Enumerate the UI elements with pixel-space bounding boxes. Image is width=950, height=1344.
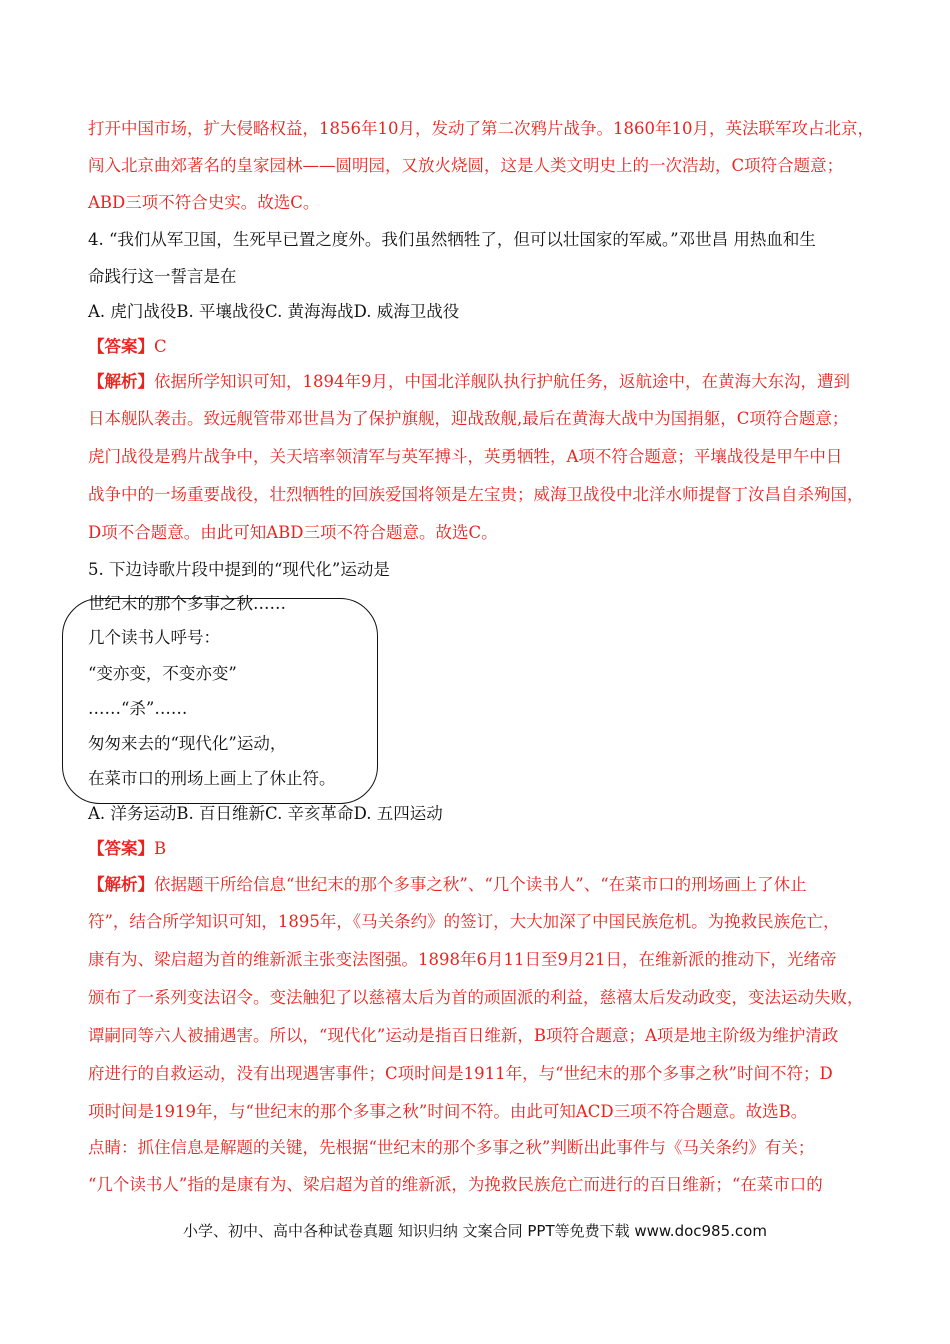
q5-tip-line: 点睛：抓住信息是解题的关键，先根据“世纪末的那个多事之秋”判断出此事件与《马关条约》有关； bbox=[88, 1138, 815, 1157]
q5-analysis-line: 府进行的自救运动，没有出现遇害事件；C项时间是1911年，与“世纪末的那个多事之秋”时间不符；D bbox=[88, 1064, 833, 1083]
q4-stem-line: 命践行这一誓言是在 bbox=[88, 267, 237, 286]
prev-analysis-line: 闯入北京曲郊著名的皇家园林——圆明园，又放火烧圆，这是人类文明史上的一次浩劫，C项符合题意； bbox=[88, 156, 844, 175]
q5-analysis-line bbox=[88, 874, 807, 896]
q5-option-c: C. 辛亥革命 bbox=[265, 804, 354, 823]
poem-line: 几个读书人呼号： bbox=[88, 628, 220, 647]
q4-options bbox=[88, 301, 459, 323]
analysis-tag: 【解析】 bbox=[88, 372, 154, 391]
q4-option-d: D. 威海卫战役 bbox=[353, 302, 460, 321]
poem-line: “变亦变，不变亦变” bbox=[88, 664, 237, 683]
analysis-tag: 【解析】 bbox=[88, 875, 154, 894]
q4-option-b: B. 平壤战役 bbox=[176, 302, 266, 321]
q5-analysis-line: 符”，结合所学知识可知，1895年，《马关条约》的签订，大大加深了中国民族危机。为挽救民族危亡， bbox=[88, 912, 840, 931]
prev-analysis-line: ABD三项不符合史实。故选C。 bbox=[88, 193, 320, 212]
answer-value: C bbox=[154, 337, 167, 356]
analysis-text: 依据所学知识可知，1894年9月，中国北洋舰队执行护航任务，返航途中，在黄海大东沟，遭到 bbox=[154, 372, 850, 391]
q4-answer bbox=[88, 336, 167, 358]
q4-analysis-line: 战争中的一场重要战役，壮烈牺牲的回族爱国将领是左宝贵；威海卫战役中北洋水师提督丁汝昌自杀殉国， bbox=[88, 485, 864, 504]
q5-options bbox=[88, 803, 443, 825]
prev-analysis-line: 打开中国市场，扩大侵略权益，1856年10月，发动了第二次鸦片战争。1860年10月，英法联军攻占北京， bbox=[88, 119, 874, 138]
q4-analysis-line: 虎门战役是鸦片战争中，关天培率领清军与英军搏斗，英勇牺牲，A项不符合题意；平壤战役是甲午中日 bbox=[88, 447, 843, 466]
q4-stem-line: 4. “我们从军卫国，生死早已置之度外。我们虽然牺牲了，但可以壮国家的军威。”邓世昌 用热血和生 bbox=[88, 230, 816, 249]
q4-analysis-line: D项不合题意。由此可知ABD三项不符合题意。故选C。 bbox=[88, 523, 498, 542]
q5-analysis-line: 康有为、梁启超为首的维新派主张变法图强。1898年6月11日至9月21日，在维新派的推动下，光绪帝 bbox=[88, 950, 837, 969]
q5-tip-line: “几个读书人”指的是康有为、梁启超为首的维新派，为挽救民族危亡而进行的百日维新；“在菜市口的 bbox=[88, 1175, 823, 1194]
poem-line: 匆匆来去的“现代化”运动， bbox=[88, 734, 287, 753]
answer-tag: 【答案】 bbox=[88, 337, 154, 356]
answer-tag: 【答案】 bbox=[88, 839, 154, 858]
q5-option-b: B. 百日维新 bbox=[176, 804, 266, 823]
q5-analysis-line: 项时间是1919年，与“世纪末的那个多事之秋”时间不符。由此可知ACD三项不符合题意。故选B。 bbox=[88, 1102, 808, 1121]
q5-option-d: D. 五四运动 bbox=[353, 804, 443, 823]
q5-stem: 5. 下边诗歌片段中提到的“现代化”运动是 bbox=[88, 560, 390, 579]
poem-line: 在菜市口的刑场上画上了休止符。 bbox=[88, 769, 336, 788]
q4-option-a: A. 虎门战役 bbox=[88, 302, 177, 321]
q5-analysis-line: 颁布了一系列变法诏令。变法触犯了以慈禧太后为首的顽固派的利益，慈禧太后发动政变，变法运动失败， bbox=[88, 988, 864, 1007]
poem-line: 世纪末的那个多事之秋…… bbox=[88, 594, 286, 613]
analysis-text: 依据题干所给信息“世纪末的那个多事之秋”、“几个读书人”、“在菜市口的刑场画上了休止 bbox=[154, 875, 807, 894]
q5-answer bbox=[88, 838, 166, 860]
q5-analysis-line: 谭嗣同等六人被捕遇害。所以，“现代化”运动是指百日维新，B项符合题意；A项是地主阶级为维护清政 bbox=[88, 1026, 839, 1045]
page-footer: 小学、初中、高中各种试卷真题 知识归纳 文案合同 PPT等免费下载 www.doc985.com bbox=[183, 1222, 767, 1240]
answer-value: B bbox=[154, 839, 167, 858]
q4-option-c: C. 黄海海战 bbox=[265, 302, 354, 321]
q4-analysis-line bbox=[88, 371, 850, 393]
q5-option-a: A. 洋务运动 bbox=[88, 804, 177, 823]
q4-analysis-line: 日本舰队袭击。致远舰管带邓世昌为了保护旗舰，迎战敌舰,最后在黄海大战中为国捐躯，C项符合题意； bbox=[88, 409, 849, 428]
poem-line: ……“杀”…… bbox=[88, 699, 188, 718]
